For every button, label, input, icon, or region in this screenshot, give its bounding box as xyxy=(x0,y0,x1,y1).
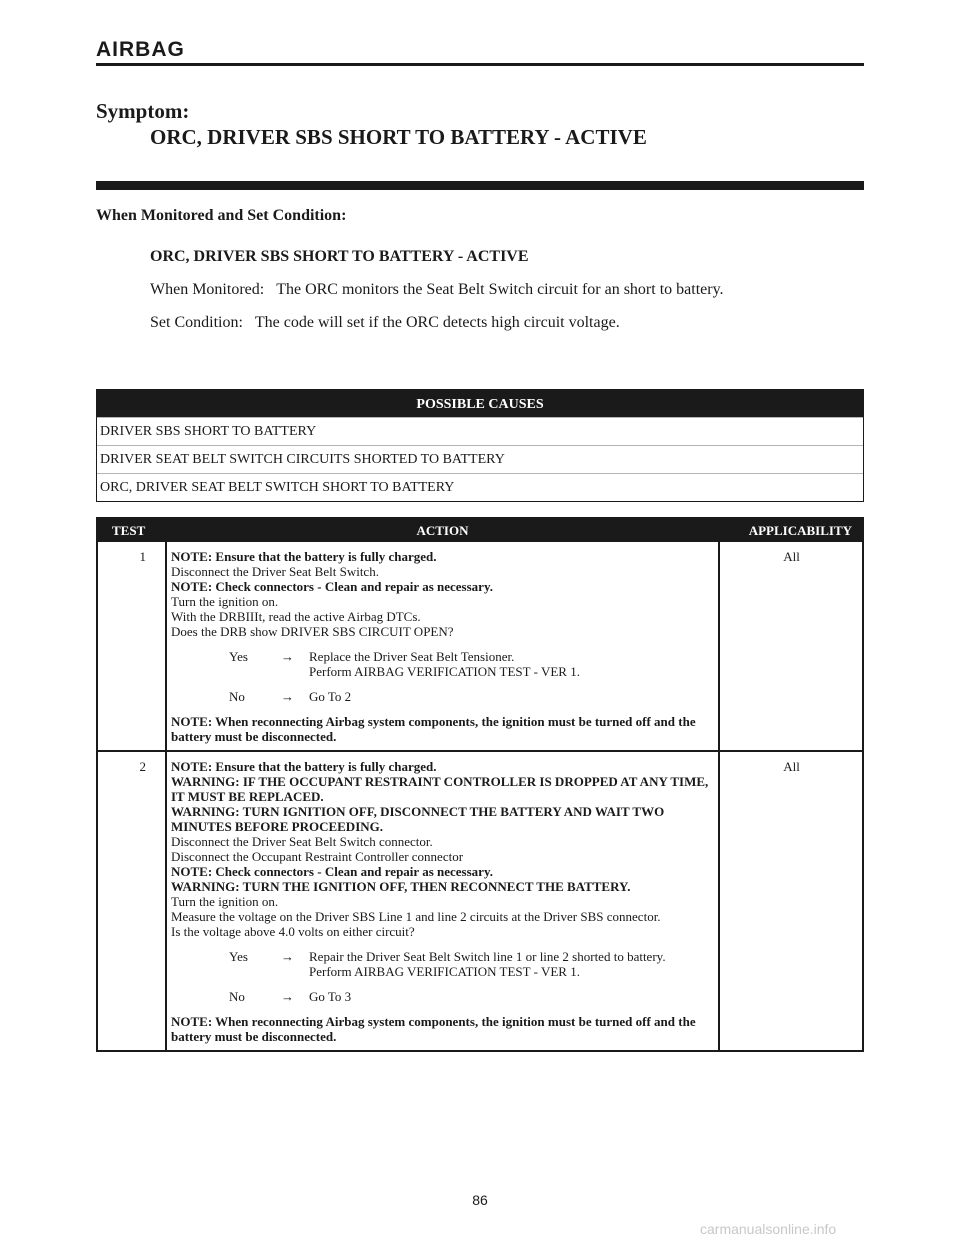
test-applicability: All xyxy=(719,751,863,1051)
action-step: NOTE: Check connectors - Clean and repair as necessary. xyxy=(171,864,493,879)
yes-result xyxy=(309,949,715,979)
action-step: Turn the ignition on. xyxy=(171,594,279,609)
action-step: NOTE: Ensure that the battery is fully charged. xyxy=(171,549,437,564)
when-monitored-text: The ORC monitors the Seat Belt Switch circuit for an short to battery. xyxy=(276,281,724,298)
action-column-header: ACTION xyxy=(166,518,719,542)
section-title: AIRBAG xyxy=(96,38,185,61)
arrow-right-icon: → xyxy=(281,649,294,664)
test-action xyxy=(166,542,719,751)
test-table-header xyxy=(97,518,863,542)
action-step: NOTE: Check connectors - Clean and repair as necessary. xyxy=(171,579,493,594)
when-monitored-line xyxy=(150,279,876,301)
action-step: With the DRBIIIt, read the active Airbag DTCs. xyxy=(171,609,421,624)
monitor-condition-block xyxy=(96,205,876,334)
monitor-heading: When Monitored and Set Condition: xyxy=(96,207,347,224)
result-line: Perform AIRBAG VERIFICATION TEST - VER 1. xyxy=(309,964,580,979)
test-action-table xyxy=(96,517,864,1052)
set-condition-line xyxy=(150,312,876,334)
reconnect-note: NOTE: When reconnecting Airbag system components, the ignition must be turned off and the battery must be disconnected. xyxy=(171,714,696,744)
test-column-header: TEST xyxy=(97,518,166,542)
action-step: Disconnect the Occupant Restraint Controller connector xyxy=(171,849,464,864)
cause-item: DRIVER SEAT BELT SWITCH CIRCUITS SHORTED TO BATTERY xyxy=(97,445,863,473)
action-step: WARNING: TURN IGNITION OFF, DISCONNECT THE BATTERY AND WAIT TWO MINUTES BEFORE PROCEEDING. xyxy=(171,804,665,834)
no-result: Go To 3 xyxy=(309,989,352,1004)
cause-item: DRIVER SBS SHORT TO BATTERY xyxy=(97,417,863,445)
action-step: Measure the voltage on the Driver SBS Line 1 and line 2 circuits at the Driver SBS connector. xyxy=(171,909,661,924)
action-step: Does the DRB show DRIVER SBS CIRCUIT OPEN? xyxy=(171,624,454,639)
result-line: Repair the Driver Seat Belt Switch line 1 or line 2 shorted to battery. xyxy=(309,949,666,964)
test-number: 1 xyxy=(97,542,166,751)
symptom-title: ORC, DRIVER SBS SHORT TO BATTERY - ACTIVE xyxy=(150,125,647,149)
arrow-right-icon: → xyxy=(281,689,294,704)
reconnect-note: NOTE: When reconnecting Airbag system components, the ignition must be turned off and the battery must be disconnected. xyxy=(171,1014,696,1044)
yes-label: Yes xyxy=(229,949,248,964)
result-line: Replace the Driver Seat Belt Tensioner. xyxy=(309,649,515,664)
no-label: No xyxy=(229,989,245,1004)
arrow-right-icon: → xyxy=(281,989,294,1004)
action-step: Is the voltage above 4.0 volts on either circuit? xyxy=(171,924,415,939)
no-branch xyxy=(171,989,715,1004)
watermark: carmanualsonline.info xyxy=(700,1221,837,1237)
set-condition-label: Set Condition: xyxy=(150,314,243,331)
page-number: 86 xyxy=(472,1192,488,1208)
arrow-right-icon: → xyxy=(281,949,294,964)
test-applicability: All xyxy=(719,542,863,751)
applicability-column-header: APPLICABILITY xyxy=(719,518,863,542)
test-row xyxy=(97,751,863,1051)
action-step: WARNING: IF THE OCCUPANT RESTRAINT CONTROLLER IS DROPPED AT ANY TIME, IT MUST BE REPLACED. xyxy=(171,774,709,804)
cause-item: ORC, DRIVER SEAT BELT SWITCH SHORT TO BATTERY xyxy=(97,473,863,501)
when-monitored-label: When Monitored: xyxy=(150,281,265,298)
symptom-block xyxy=(96,98,864,150)
monitor-dtc-name: ORC, DRIVER SBS SHORT TO BATTERY - ACTIVE xyxy=(150,248,529,265)
action-step: Disconnect the Driver Seat Belt Switch connector. xyxy=(171,834,433,849)
set-condition-text: The code will set if the ORC detects high circuit voltage. xyxy=(254,314,620,331)
result-line: Perform AIRBAG VERIFICATION TEST - VER 1. xyxy=(309,664,580,679)
section-rule xyxy=(96,63,864,66)
yes-label: Yes xyxy=(229,649,248,664)
section-header xyxy=(96,38,864,66)
yes-branch xyxy=(171,949,715,979)
test-row xyxy=(97,542,863,751)
action-step: Disconnect the Driver Seat Belt Switch. xyxy=(171,564,379,579)
possible-causes-header: POSSIBLE CAUSES xyxy=(97,390,863,417)
test-number: 2 xyxy=(97,751,166,1051)
action-step: WARNING: TURN THE IGNITION OFF, THEN RECONNECT THE BATTERY. xyxy=(171,879,631,894)
no-label: No xyxy=(229,689,245,704)
action-step: Turn the ignition on. xyxy=(171,894,279,909)
symptom-divider xyxy=(96,181,864,190)
yes-result xyxy=(309,649,715,679)
yes-branch xyxy=(171,649,715,679)
no-branch xyxy=(171,689,715,704)
symptom-label: Symptom: xyxy=(96,99,190,123)
action-step: NOTE: Ensure that the battery is fully charged. xyxy=(171,759,437,774)
no-result: Go To 2 xyxy=(309,689,352,704)
possible-causes-table xyxy=(96,389,864,502)
test-action xyxy=(166,751,719,1051)
